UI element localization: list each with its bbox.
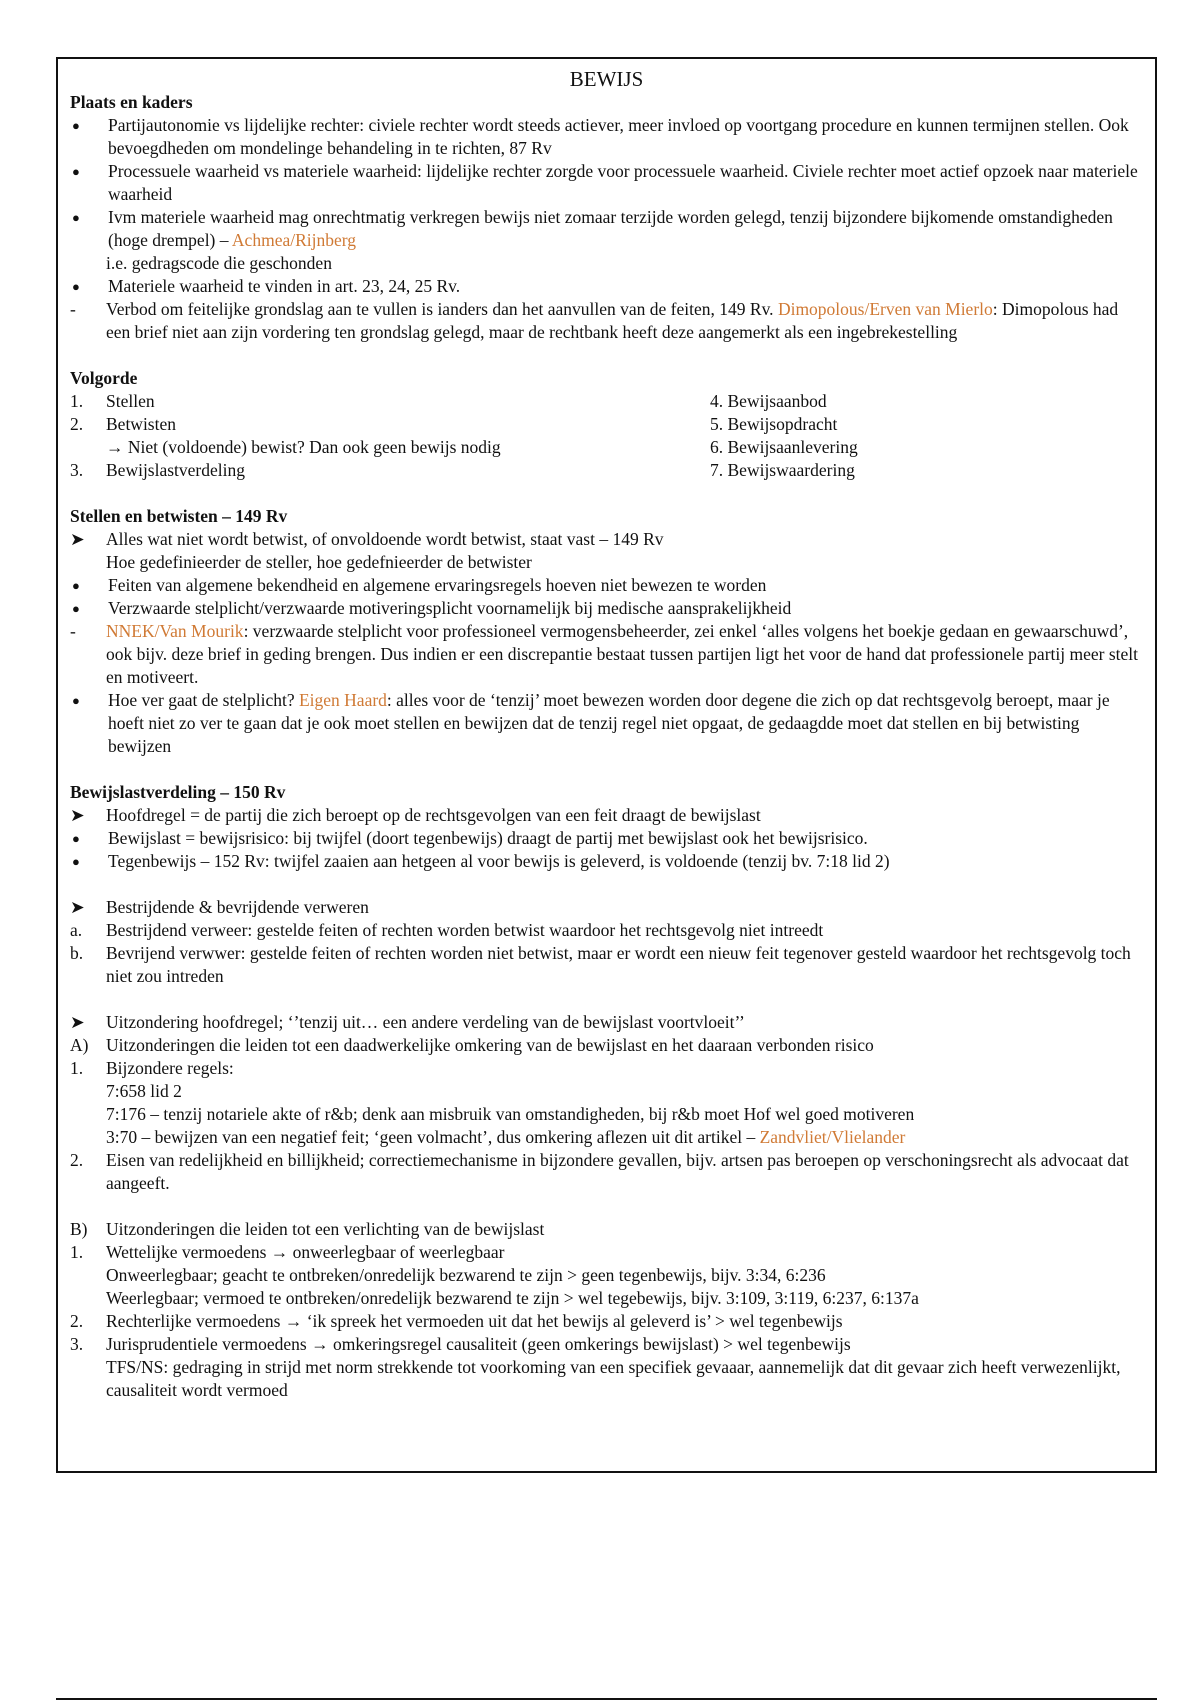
list-item: ● Hoe ver gaat de stelplicht? Eigen Haard: alles voor de ‘tenzij’ moet bewezen worden door degene die zich op dat rechtsgevolg beroept, maar je hoeft niet zo ver te gaan dat je ook moet stellen en bewijzen dat de tenzij regel niet opgaat, de gedaagdde moet dat stellen en bij betwisting bewijzen (72, 690, 1110, 756)
bullet-icon: ● (72, 118, 80, 133)
arrow-icon: ➤ (70, 1012, 85, 1032)
document-frame (56, 57, 1157, 1473)
dash-marker: - (70, 299, 76, 319)
list-item: 2. Rechterlijke vermoedens → ‘ik spreek het vermoeden uit dat het bewijs al geleverd is’ > wel tegenbewijs (70, 1311, 843, 1331)
list-item-continuation: Onweerlegbaar; geacht te ontbreken/onredelijk bezwarend te zijn > geen tegenbewijs, bijv. 3:34, 6:236 (106, 1265, 826, 1285)
arrow-icon: ➤ (70, 897, 85, 917)
heading-plaats-en-kaders: Plaats en kaders (70, 92, 193, 112)
list-item-continuation: Hoe gedefinieerder de steller, hoe gedefnieerder de betwister (106, 552, 532, 572)
list-item: 2. Eisen van redelijkheid en billijkheid; correctiemechanisme in bijzondere gevallen, bijv. artsen pas beroepen op verschoningsrecht als advocaat dat aangeeft. (70, 1150, 1129, 1193)
list-item: ● Feiten van algemene bekendheid en algemene ervaringsregels hoeven niet bewezen te worden (72, 575, 767, 595)
list-item: ● Partijautonomie vs lijdelijke rechter: civiele rechter wordt steeds actiever, meer invloed op voortgang procedure en kunnen termijnen stellen. Ook bevoegdheden om mondelinge behandeling in te richten, 87 Rv (72, 115, 1129, 158)
list-item-continuation: 7:658 lid 2 (106, 1081, 182, 1101)
volgorde-columns (70, 390, 1143, 482)
volgorde-right (710, 390, 1143, 482)
list-item: 6. Bewijsaanlevering (710, 437, 858, 457)
list-item-continuation: TFS/NS: gedraging in strijd met norm strekkende tot voorkoming van een specifiek gevaaar, aannemelijk dat dit gevaar zich heeft verwezenlijkt, causaliteit wordt vermoed (106, 1357, 1121, 1400)
heading-stellen-en-betwisten: Stellen en betwisten – 149 Rv (70, 506, 288, 526)
list-item-continuation: 7:176 – tenzij notariele akte of r&b; denk aan misbruik van omstandigheden, bij r&b moet Hof wel goed motiveren (106, 1104, 915, 1124)
list-item: ➤ Bestrijdende & bevrijdende verweren (70, 897, 369, 917)
list-item: 5. Bewijsopdracht (710, 414, 838, 434)
heading-bewijslastverdeling: Bewijslastverdeling – 150 Rv (70, 782, 286, 802)
list-item: ➤ Uitzondering hoofdregel; ‘’tenzij uit… een andere verdeling van de bewijslast voortvloeit’’ (70, 1012, 745, 1032)
list-item: ➤ Hoofdregel = de partij die zich beroept op de rechtsgevolgen van een feit draagt de bewijslast (70, 805, 761, 825)
list-item: ● Bewijslast = bewijsrisico: bij twijfel (doort tegenbewijs) draagt de partij met bewijslast ook het bewijsrisico. (72, 828, 868, 848)
list-item: ● Tegenbewijs – 152 Rv: twijfel zaaien aan hetgeen al voor bewijs is geleverd, is voldoende (tenzij bv. 7:18 lid 2) (72, 851, 890, 871)
bullet-icon: ● (72, 164, 80, 179)
bullet-icon: ● (72, 693, 80, 708)
list-item: B) Uitzonderingen die leiden tot een verlichting van de bewijslast (70, 1219, 545, 1239)
case-reference: Eigen Haard (298, 690, 387, 710)
list-item: ● Ivm materiele waarheid mag onrechtmatig verkregen bewijs niet zomaar terzijde worden gelegd, tenzij bijzondere bijkomende omstandigheden (hoge drempel) – Achmea/Rijnberg (72, 207, 1113, 250)
list-item: → Niet (voldoende) bewist? Dan ook geen bewijs nodig (106, 437, 501, 457)
list-item: 3. Jurisprudentiele vermoedens → omkeringsregel causaliteit (geen omkerings bewijslast) > wel tegenbewijs (70, 1334, 851, 1354)
case-reference: NNEK/Van Mourik (106, 621, 244, 641)
list-item: A) Uitzonderingen die leiden tot een daadwerkelijke omkering van de bewijslast en het daaraan verbonden risico (70, 1035, 874, 1055)
volgorde-left (70, 390, 710, 482)
bullet-icon: ● (72, 210, 80, 225)
list-item: - NNEK/Van Mourik: verzwaarde stelplicht voor professioneel vermogensbeheerder, zei enkel ‘alles volgens het boekje gedaan en gewaarschuwd’, ook bijv. deze brief in geding brengen. Dus indien er een discrepantie bestaat tussen partijen ligt het voor de hand dat professionele partij meer stelt en motiveert. (70, 621, 1139, 687)
list-item: ● Processuele waarheid vs materiele waarheid: lijdelijke rechter zorgde voor processuele waarheid. Civiele rechter moet actief opzoek naar materiele waarheid (72, 161, 1138, 204)
list-item: a. Bestrijdend verweer: gestelde feiten of rechten worden betwist waardoor het rechtsgevolg niet intreedt (70, 920, 824, 940)
list-item: 7. Bewijswaardering (710, 460, 855, 480)
heading-volgorde: Volgorde (70, 368, 138, 388)
list-item: 3. Bewijslastverdeling (70, 460, 246, 480)
bullet-icon: ● (72, 854, 80, 869)
list-item: - Verbod om feitelijke grondslag aan te vullen is ianders dan het aanvullen van de feiten, 149 Rv. Dimopolous/Erven van Mierlo: Dimopolous had een brief niet aan zijn vordering ten grondslag gelegd, maar de rechtbank heeft deze aangemerkt als een ingebrekestelling (70, 299, 1119, 342)
case-reference: Achmea/Rijnberg (231, 230, 357, 250)
bullet-icon: ● (72, 601, 80, 616)
list-item: b. Bevrijend verwwer: gestelde feiten of rechten worden niet betwist, maar er wordt een nieuw feit tegenover gesteld waardoor het rechtsgevolg toch niet zou intreden (70, 943, 1131, 986)
list-item: ➤ Alles wat niet wordt betwist, of onvoldoende wordt betwist, staat vast – 149 Rv (70, 529, 664, 549)
case-reference: Dimopolous/Erven van Mierlo (777, 299, 993, 319)
case-reference: Zandvliet/Vlielander (759, 1127, 906, 1147)
list-item: 2. Betwisten (70, 414, 176, 434)
dash-marker: - (70, 621, 76, 641)
bullet-icon: ● (72, 279, 80, 294)
list-item: ● Materiele waarheid te vinden in art. 23, 24, 25 Rv. (72, 276, 461, 296)
arrow-icon: ➤ (70, 529, 85, 549)
list-item-continuation: i.e. gedragscode die geschonden (106, 253, 332, 273)
list-item-continuation: Weerlegbaar; vermoed te ontbreken/onredelijk bezwarend te zijn > wel tegebewijs, bijv. 3:109, 3:119, 6:237, 6:137a (106, 1288, 919, 1308)
arrow-icon: ➤ (70, 805, 85, 825)
bullet-icon: ● (72, 578, 80, 593)
list-item: 4. Bewijsaanbod (710, 391, 827, 411)
list-item-continuation: 3:70 – bewijzen van een negatief feit; ‘geen volmacht’, dus omkering aflezen uit dit artikel – Zandvliet/Vlielander (106, 1127, 906, 1147)
list-item: 1. Stellen (70, 391, 155, 411)
list-item: ● Verzwaarde stelplicht/verzwaarde motiveringsplicht voornamelijk bij medische aansprakelijkheid (72, 598, 792, 618)
list-item: 1. Bijzondere regels: (70, 1058, 234, 1078)
bullet-icon: ● (72, 831, 80, 846)
list-item: 1. Wettelijke vermoedens → onweerlegbaar of weerlegbaar (70, 1242, 505, 1262)
document-title: BEWIJS (569, 67, 644, 91)
